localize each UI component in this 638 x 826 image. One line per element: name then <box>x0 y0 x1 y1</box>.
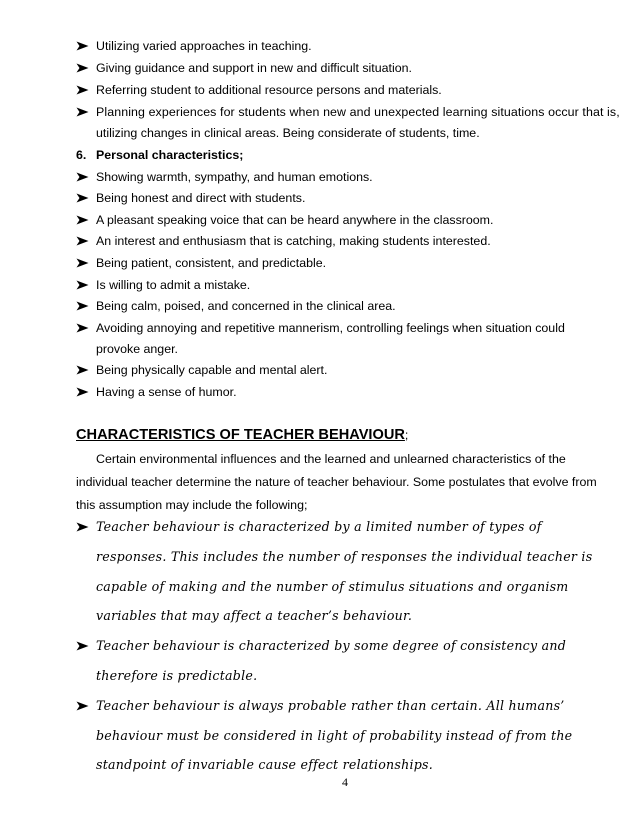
arrowhead-bullet-icon <box>76 63 89 73</box>
arrowhead-bullet-icon <box>76 172 89 182</box>
paragraph-text: this assumption may include the following; <box>76 498 308 512</box>
list-item-text: Avoiding annoying and repetitive mannerism, controlling feelings when situation could <box>96 321 565 335</box>
list-item-text: Being patient, consistent, and predictable. <box>96 256 327 270</box>
page-number: 4 <box>342 775 348 789</box>
list-item-text: Showing warmth, sympathy, and human emotions. <box>96 170 373 184</box>
list-item-text: Having a sense of humor. <box>96 385 237 399</box>
list-item-continuation <box>96 125 480 141</box>
paragraph-text: Certain environmental influences and the learned and unlearned characteristics of the <box>96 452 566 466</box>
list-item-text: provoke anger. <box>96 342 178 356</box>
arrowhead-bullet-icon <box>76 701 89 711</box>
postulate-text: Teacher behaviour is characterized by a limited number of types of <box>96 519 542 534</box>
list-item-text: Being calm, poised, and concerned in the clinical area. <box>96 299 396 313</box>
paragraph-text: individual teacher determine the nature of teacher behaviour. Some postulates that evolve from <box>76 475 597 489</box>
paragraph-line <box>76 497 307 513</box>
arrowhead-bullet-icon <box>76 365 89 375</box>
page-heading <box>76 426 408 444</box>
postulate-continuation <box>96 727 572 745</box>
postulate-continuation <box>96 548 592 566</box>
postulate-text: capable of making and the number of stimulus situations and organism <box>96 579 569 594</box>
postulate-text: Teacher behaviour is always probable rather than certain. All humans’ <box>96 698 565 713</box>
heading-title: CHARACTERISTICS OF TEACHER BEHAVIOUR <box>76 427 405 443</box>
list-item-text: An interest and enthusiasm that is catching, making students interested. <box>96 234 491 248</box>
list-item-text: Being physically capable and mental alert. <box>96 363 328 377</box>
arrowhead-bullet-icon <box>76 41 89 51</box>
arrowhead-bullet-icon <box>76 193 89 203</box>
section-heading <box>76 147 244 163</box>
arrowhead-bullet-icon <box>76 522 89 532</box>
list-item-text: Planning experiences for students when new and unexpected learning situations occur that is, <box>96 105 620 119</box>
arrowhead-bullet-icon <box>76 236 89 246</box>
arrowhead-bullet-icon <box>76 641 89 651</box>
paragraph-line <box>96 451 566 467</box>
section-title: Personal characteristics; <box>96 148 244 162</box>
list-item-text: Being honest and direct with students. <box>96 191 306 205</box>
arrowhead-bullet-icon <box>76 323 89 333</box>
postulate-continuation <box>96 667 257 685</box>
list-item-continuation <box>96 341 178 357</box>
section-number: 6. <box>76 148 87 162</box>
postulate-text: responses. This includes the number of responses the individual teacher is <box>96 549 593 564</box>
list-item-text: Giving guidance and support in new and difficult situation. <box>96 61 412 75</box>
postulate-text: Teacher behaviour is characterized by some degree of consistency and <box>96 638 567 653</box>
list-item-text: Referring student to additional resource persons and materials. <box>96 83 442 97</box>
postulate-continuation <box>96 756 433 774</box>
postulate-text: therefore is predictable. <box>96 668 258 683</box>
postulate-continuation <box>96 578 569 596</box>
list-item-text: A pleasant speaking voice that can be heard anywhere in the classroom. <box>96 213 494 227</box>
arrowhead-bullet-icon <box>76 85 89 95</box>
arrowhead-bullet-icon <box>76 387 89 397</box>
postulate-text: standpoint of invariable cause effect relationships. <box>96 757 434 772</box>
arrowhead-bullet-icon <box>76 107 89 117</box>
list-item-text: Utilizing varied approaches in teaching. <box>96 39 312 53</box>
list-item-text: Is willing to admit a mistake. <box>96 278 251 292</box>
arrowhead-bullet-icon <box>76 258 89 268</box>
paragraph-line <box>76 474 597 490</box>
arrowhead-bullet-icon <box>76 301 89 311</box>
postulate-continuation <box>96 607 412 625</box>
list-item-text: utilizing changes in clinical areas. Being considerate of students, time. <box>96 126 480 140</box>
arrowhead-bullet-icon <box>76 280 89 290</box>
postulate-text: variables that may affect a teacher’s behaviour. <box>96 608 413 623</box>
arrowhead-bullet-icon <box>76 215 89 225</box>
postulate-text: behaviour must be considered in light of probability instead of from the <box>96 728 573 743</box>
heading-punct: ; <box>404 428 409 442</box>
